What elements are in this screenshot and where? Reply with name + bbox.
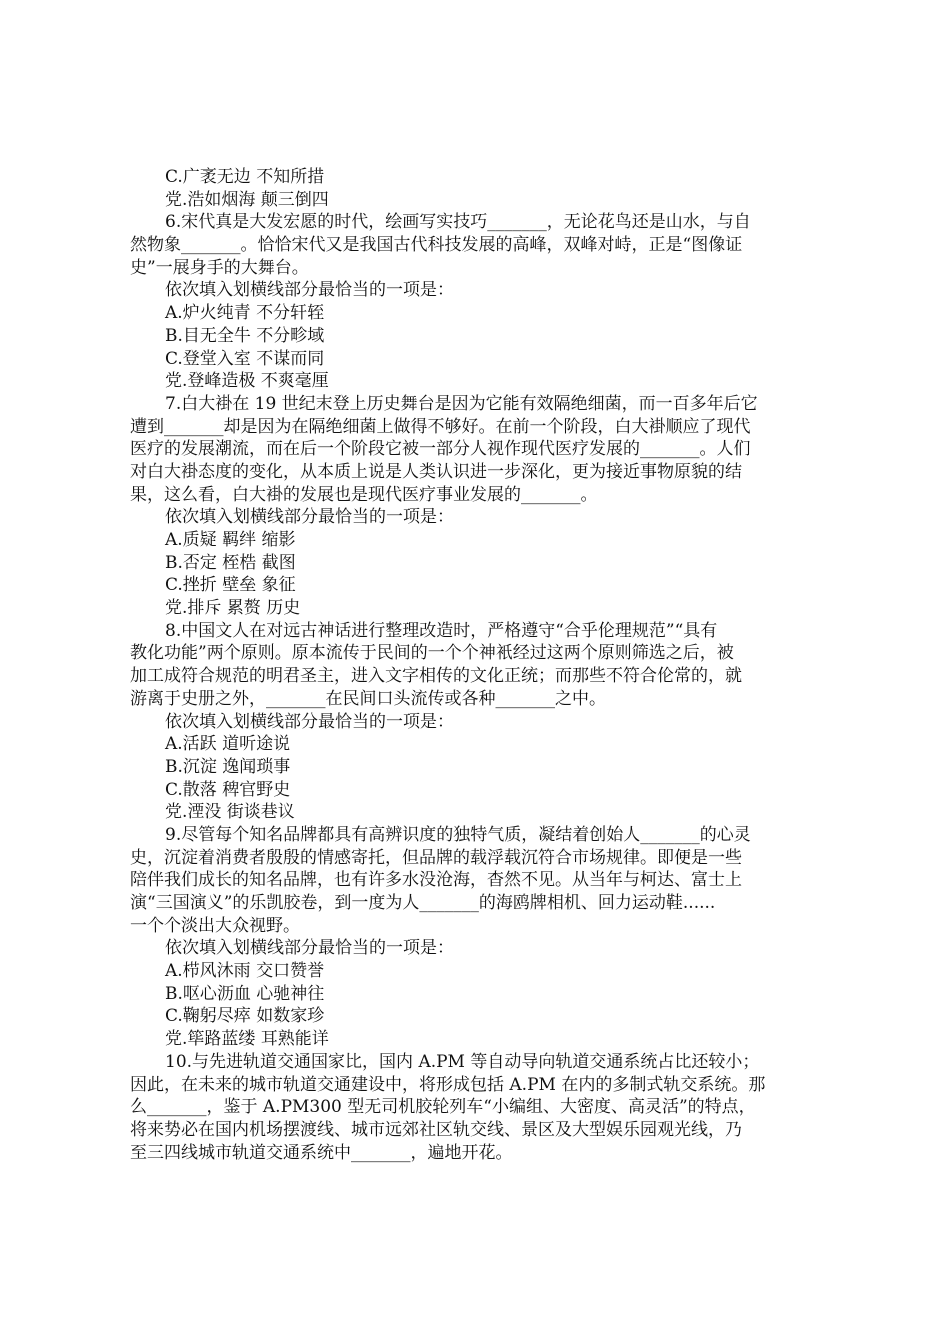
text-line: C.鞠躬尽瘁 如数家珍	[165, 1006, 325, 1027]
text-line: 遭到_______却是因为在隔绝细菌上做得不够好。在前一个阶段，白大褂顺应了现代	[130, 416, 751, 437]
text-line: B.呕心沥血 心驰神往	[165, 983, 325, 1004]
text-line: C.挫折 壁垒 象征	[165, 575, 296, 596]
text-line: 陪伴我们成长的知名品牌，也有许多水没沧海，杳然不见。从当年与柯达、富士上	[130, 870, 742, 891]
document-body	[130, 166, 825, 1164]
text-line: 然物象_______。恰恰宋代又是我国古代科技发展的高峰，双峰对峙，正是“图像证	[130, 235, 743, 256]
text-line: 演“三国演义”的乐凯胶卷，到一度为人_______的海鸥牌相机、回力运动鞋......	[130, 893, 716, 913]
text-line: 9.尽管每个知名品牌都具有高辨识度的独特气质，凝结着创始人_______的心灵	[165, 824, 751, 845]
text-line: 教化功能”两个原则。原本流传于民间的一个个神衹经过这两个原则筛选之后，被	[130, 643, 734, 664]
text-line: 党.排斥 累赘 历史	[165, 598, 301, 619]
text-line: 党.登峰造极 不爽毫厘	[165, 371, 329, 392]
text-line: 一个个淡出大众视野。	[130, 915, 300, 936]
text-line: A.质疑 羁绊 缩影	[165, 530, 296, 550]
text-line: 医疗的发展潮流，而在后一个阶段它被一部分人视作现代医疗发展的_______。人们	[130, 439, 751, 460]
text-line: 党.浩如烟海 颠三倒四	[165, 189, 329, 210]
text-line: 依次填入划横线部分最恰当的一项是：	[165, 711, 454, 732]
text-line: 将来势必在国内机场摆渡线、城市远郊社区轨交线、景区及大型娱乐园观光线，乃	[130, 1119, 742, 1140]
text-line: 依次填入划横线部分最恰当的一项是：	[165, 507, 454, 528]
text-line: A.栉风沐雨 交口赞誉	[165, 961, 325, 982]
text-line: A.活跃 道听途说	[165, 734, 291, 755]
text-line: 10.与先进轨道交通国家比，国内 A.PM 等自动导向轨道交通系统占比还较小；	[165, 1051, 760, 1072]
text-line: B.否定 桎梏 截图	[165, 552, 296, 573]
text-line: 7.白大褂在 19 世纪末登上历史舞台是因为它能有效隔绝细菌，而一百多年后它	[165, 393, 758, 414]
text-line: 6.宋代真是大发宏愿的时代，绘画写实技巧_______，无论花鸟还是山水，与自	[165, 212, 751, 233]
text-line: 果，这么看，白大褂的发展也是现代医疗事业发展的_______。	[130, 484, 598, 505]
text-line: 对白大褂态度的变化，从本质上说是人类认识进一步深化，更为接近事物原貌的结	[130, 461, 742, 482]
text-line: 史，沉淀着消费者殷殷的情感寄托，但品牌的载浮载沉符合市场规律。即便是一些	[130, 847, 742, 868]
text-line: B.沉淀 逸闻琐事	[165, 756, 291, 777]
text-line: 游离于史册之外，_______在民间口头流传或各种_______之中。	[130, 688, 606, 709]
text-line: 么_______，鉴于 A.PM300 型无司机胶轮列车“小编组、大密度、高灵活”的特点，	[130, 1097, 756, 1118]
text-line: B.目无全牛 不分畛域	[165, 325, 325, 346]
text-line: 至三四线城市轨道交通系统中_______，遍地开花。	[130, 1142, 513, 1163]
text-line: 党.筚路蓝缕 耳熟能详	[165, 1029, 329, 1050]
text-line: C.广袤无边 不知所措	[165, 167, 325, 187]
text-line: 加工成符合规范的明君圣主，进入文字相传的文化正统；而那些不符合伦常的，就	[130, 666, 742, 687]
text-line: A.炉火纯青 不分轩轾	[165, 303, 325, 324]
text-line: 党.湮没 街谈巷议	[165, 802, 295, 823]
text-line: C.散落 稗官野史	[165, 779, 291, 800]
text-line: 8.中国文人在对远古神话进行整理改造时，严格遵守“合乎伦理规范”“具有	[165, 620, 718, 641]
text-line: 史”一展身手的大舞台。	[130, 257, 309, 278]
text-line: 因此，在未来的城市轨道交通建设中，将形成包括 A.PM 在内的多制式轨交系统。那	[130, 1074, 766, 1095]
text-line: 依次填入划横线部分最恰当的一项是：	[165, 938, 454, 959]
text-line: 依次填入划横线部分最恰当的一项是：	[165, 280, 454, 301]
text-line: C.登堂入室 不谋而同	[165, 348, 325, 369]
